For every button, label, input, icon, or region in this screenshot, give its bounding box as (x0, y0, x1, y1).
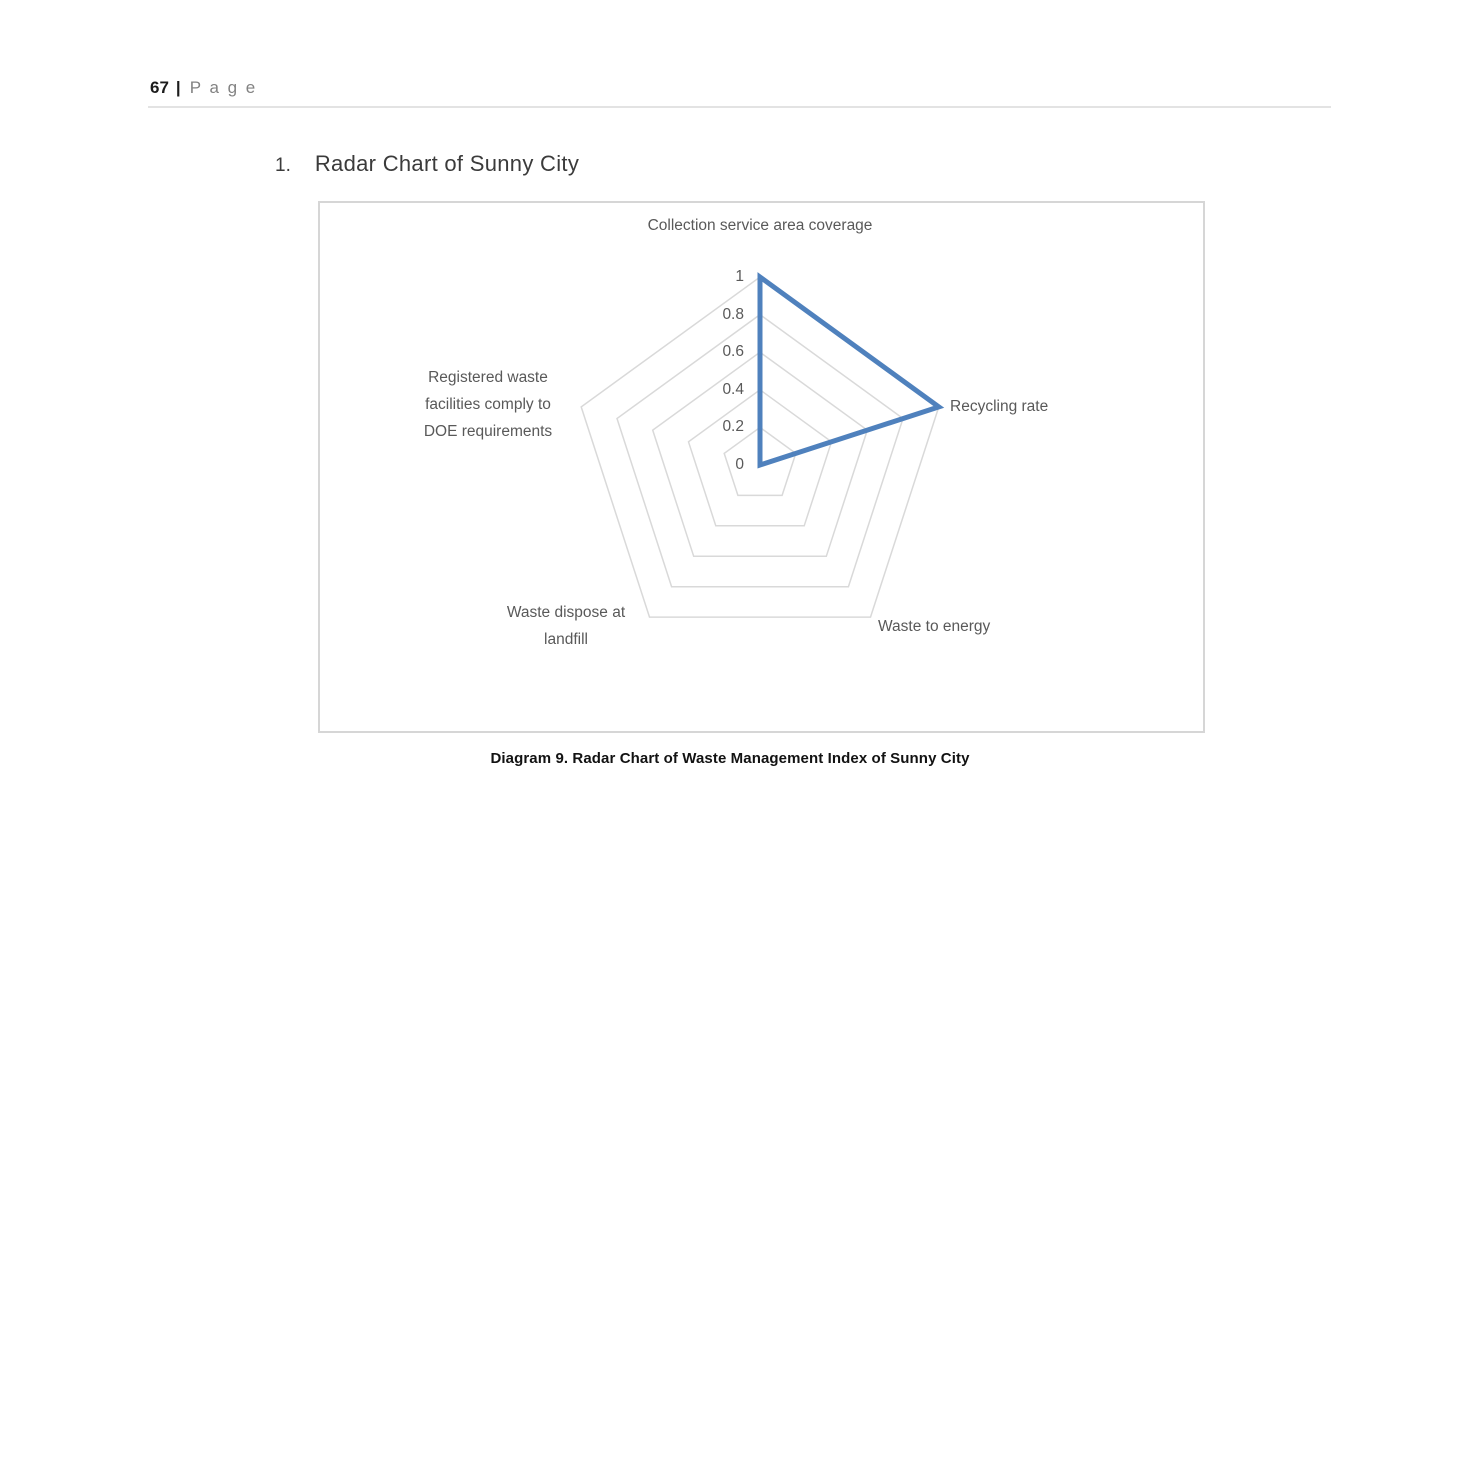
radar-plot-area (320, 203, 1203, 731)
list-number: 1. (275, 155, 291, 176)
axis-label-waste-to-energy: Waste to energy (878, 618, 991, 635)
radial-axis-tick-label: 0 (735, 456, 744, 473)
section-heading (275, 151, 579, 177)
axis-label-collection-service-area-coverage: Collection service area coverage (647, 217, 873, 234)
chart-caption: Diagram 9. Radar Chart of Waste Management Index of Sunny City (490, 750, 970, 767)
axis-label-registered-waste-facilities: Registered waste facilities comply to DOE requirements (423, 369, 553, 440)
page-number: 67 (150, 78, 169, 97)
radial-axis-tick-label: 0.4 (722, 380, 744, 398)
page-header (150, 78, 257, 98)
header-separator: | (175, 78, 181, 97)
radar-chart (318, 201, 1205, 733)
radial-axis-tick-label: 0.2 (722, 418, 744, 436)
radial-axis-tick-label: 1 (735, 268, 744, 285)
section-title: Radar Chart of Sunny City (314, 151, 580, 176)
radial-axis-tick-label: 0.8 (722, 305, 744, 323)
header-divider (148, 106, 1331, 108)
page-label: P a g e (189, 78, 258, 97)
axis-label-recycling-rate: Recycling rate (950, 398, 1049, 415)
axis-label-waste-dispose-at-landfill: Waste dispose at landfill (506, 604, 626, 648)
radial-axis-tick-label: 0.6 (722, 343, 744, 361)
